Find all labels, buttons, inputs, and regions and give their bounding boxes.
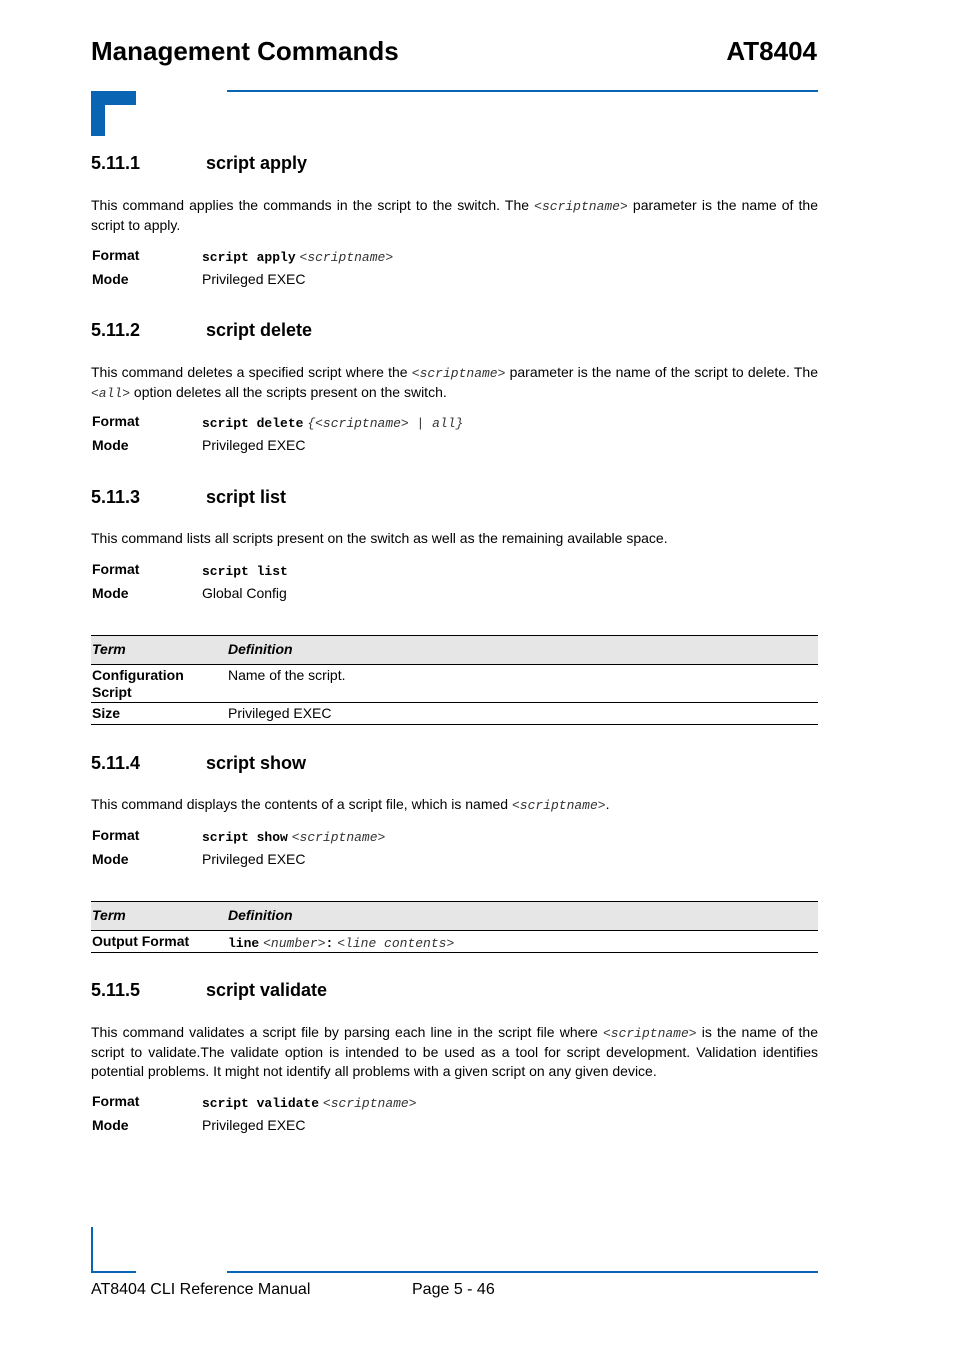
separator: : bbox=[325, 936, 334, 951]
section-description bbox=[91, 529, 818, 548]
format-label: Format bbox=[92, 827, 140, 843]
table-header-row bbox=[91, 902, 818, 931]
section-heading bbox=[91, 980, 327, 1001]
desc-text: parameter is the name of the script to delete. The bbox=[505, 364, 819, 380]
mode-label: Mode bbox=[92, 271, 129, 287]
param-name: <scriptname> bbox=[511, 798, 606, 813]
section-description bbox=[91, 363, 818, 403]
desc-text: This command deletes a specified script where the bbox=[91, 364, 412, 380]
section-title: script show bbox=[206, 753, 307, 773]
section-heading bbox=[91, 320, 312, 341]
section-number: 5.11.2 bbox=[91, 320, 141, 340]
section-title: script list bbox=[206, 487, 287, 507]
header-product: AT8404 bbox=[726, 36, 817, 66]
command-keyword: script apply bbox=[202, 250, 296, 265]
command-arg: <scriptname> bbox=[291, 830, 386, 845]
table-row bbox=[91, 665, 818, 703]
mode-label: Mode bbox=[92, 585, 129, 601]
footer-rule bbox=[227, 1271, 818, 1273]
section-number: 5.11.5 bbox=[91, 980, 141, 1000]
table-row bbox=[91, 703, 818, 725]
command-arg: {<scriptname> | all} bbox=[307, 416, 464, 431]
table-cell-term: Size bbox=[92, 705, 121, 721]
section-heading bbox=[91, 487, 286, 508]
mode-value: Privileged EXEC bbox=[202, 851, 306, 867]
desc-text: parameter is the name of the script to apply. bbox=[91, 197, 819, 233]
header-rule bbox=[227, 90, 818, 92]
footer-page-number: Page 5 - 46 bbox=[412, 1281, 495, 1298]
param-name: <scriptname> bbox=[411, 366, 506, 381]
desc-text: is the name of the script to validate.The validate option is intended to be used as a tool for script development. Validation identifies potential problems. It might not identify all problems with a given script on any given device. bbox=[91, 1024, 818, 1079]
command-keyword: script delete bbox=[202, 416, 304, 431]
format-value bbox=[202, 562, 288, 579]
section-number: 5.11.3 bbox=[91, 487, 141, 507]
desc-text: This command displays the contents of a script file, which is named bbox=[91, 796, 512, 812]
table-cell-definition: Name of the script. bbox=[228, 667, 346, 683]
section-description bbox=[91, 795, 818, 815]
table-header-definition: Definition bbox=[228, 641, 293, 657]
format-value bbox=[202, 414, 463, 431]
param-name: <all> bbox=[91, 386, 131, 401]
desc-text: This command lists all scripts present on the switch as well as the remaining available space. bbox=[91, 530, 668, 546]
table-header-definition: Definition bbox=[228, 907, 293, 923]
section-number: 5.11.4 bbox=[91, 753, 141, 773]
command-keyword: script show bbox=[202, 830, 288, 845]
command-keyword: script validate bbox=[202, 1096, 320, 1111]
term-table bbox=[91, 901, 818, 953]
format-label: Format bbox=[92, 247, 140, 263]
table-cell-term: Output Format bbox=[92, 933, 190, 949]
mode-value: Global Config bbox=[202, 585, 287, 601]
command-keyword: line bbox=[228, 936, 260, 951]
section-description bbox=[91, 196, 818, 235]
mode-value: Privileged EXEC bbox=[202, 1117, 306, 1133]
command-arg: <number> bbox=[263, 936, 326, 951]
mode-label: Mode bbox=[92, 1117, 129, 1133]
format-label: Format bbox=[92, 1093, 140, 1109]
table-header-term: Term bbox=[92, 907, 126, 923]
mode-label: Mode bbox=[92, 437, 129, 453]
desc-text: option deletes all the scripts present on the switch. bbox=[130, 384, 447, 400]
footer-manual-title: AT8404 CLI Reference Manual bbox=[91, 1281, 311, 1298]
mode-label: Mode bbox=[92, 851, 129, 867]
table-cell-term: Configuration Script bbox=[92, 667, 184, 700]
footer-corner-horizontal bbox=[91, 1271, 136, 1273]
table-header-row bbox=[91, 636, 818, 665]
format-value bbox=[202, 828, 385, 845]
section-heading bbox=[91, 753, 306, 774]
table-row bbox=[91, 931, 818, 953]
param-name: <scriptname> bbox=[534, 199, 628, 214]
mode-value: Privileged EXEC bbox=[202, 437, 306, 453]
section-title: script delete bbox=[206, 320, 313, 340]
header-title: Management Commands bbox=[91, 36, 399, 66]
command-arg: <scriptname> bbox=[322, 1096, 417, 1111]
table-cell-definition bbox=[228, 934, 454, 952]
desc-text: . bbox=[605, 796, 610, 812]
format-label: Format bbox=[92, 561, 140, 577]
command-keyword: script list bbox=[202, 564, 288, 579]
corner-mark-horizontal bbox=[91, 91, 136, 105]
command-arg: <line contents> bbox=[337, 936, 455, 951]
command-arg: <scriptname> bbox=[299, 250, 394, 265]
footer-corner-vertical bbox=[91, 1227, 93, 1273]
format-value bbox=[202, 1094, 417, 1111]
section-title: script apply bbox=[206, 153, 308, 173]
param-name: <scriptname> bbox=[602, 1026, 697, 1041]
desc-text: This command validates a script file by parsing each line in the script file where bbox=[91, 1024, 603, 1040]
section-description bbox=[91, 1023, 818, 1081]
section-heading bbox=[91, 153, 307, 174]
desc-text: This command applies the commands in the script to the switch. The bbox=[91, 197, 535, 213]
table-header-term: Term bbox=[92, 641, 126, 657]
format-value bbox=[202, 248, 393, 265]
table-cell-definition: Privileged EXEC bbox=[228, 705, 332, 721]
section-number: 5.11.1 bbox=[91, 153, 141, 173]
mode-value: Privileged EXEC bbox=[202, 271, 306, 287]
term-table bbox=[91, 635, 818, 725]
format-label: Format bbox=[92, 413, 140, 429]
section-title: script validate bbox=[206, 980, 328, 1000]
